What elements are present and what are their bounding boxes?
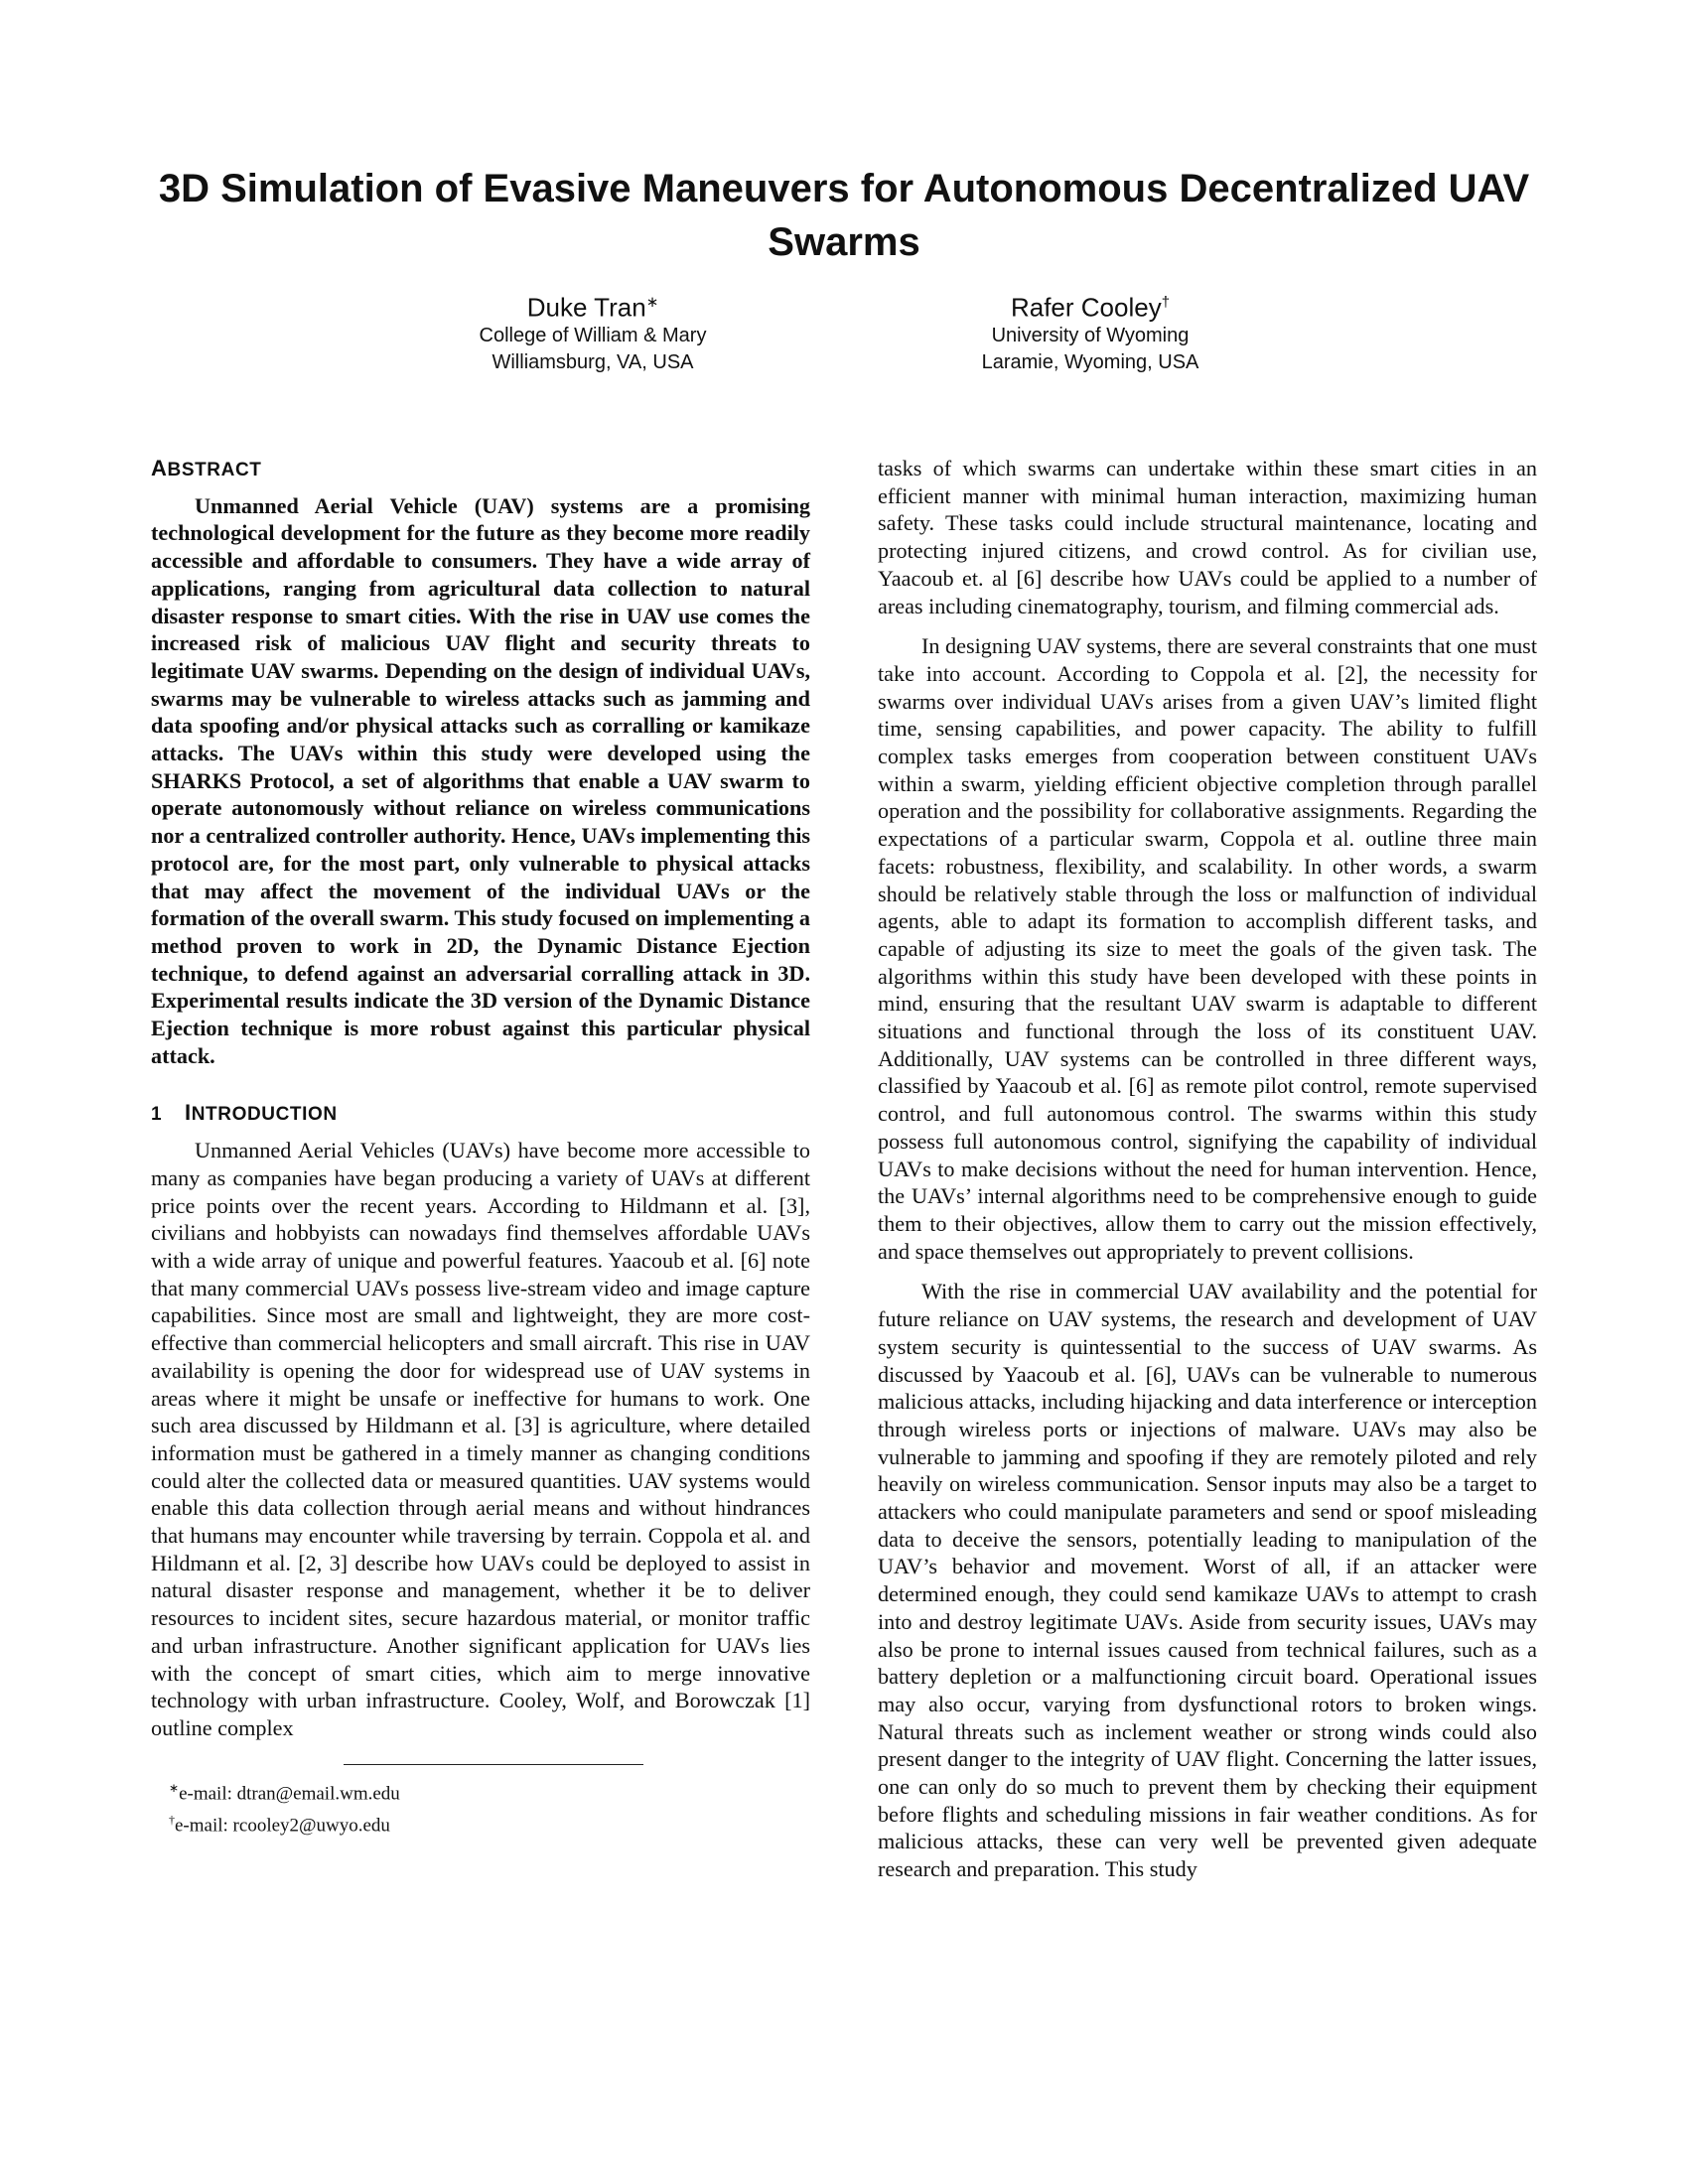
abstract-heading: ABSTRACT [151,456,262,480]
paper-title: 3D Simulation of Evasive Maneuvers for Autonomous Decentralized UAV Swarms [158,167,1530,264]
footnotes [151,1775,810,1840]
author-name: Duke Tran∗ [526,292,659,323]
footnote-mark: ∗ [645,294,659,311]
footnote-rule [344,1764,643,1765]
introduction-paragraph-continued: tasks of which swarms can undertake within these smart cities in an efficient manner with minimal human interaction, maximizing human safety. These tasks could include structural maintenance, locating and protecting injured citizens, and crowd control. As for civilian use, Yaacoub et. al [6] describe how UAVs could be applied to a number of areas including cinematography, tourism, and filming commercial ads. [878,456,1537,618]
footnote-item: †e-mail: rcooley2@uwyo.edu [169,1812,390,1837]
abstract-text: Unmanned Aerial Vehicle (UAV) systems are a promising technological development for the future as they become more readily accessible and affordable to consumers. They have a wide array of applications, ranging from agricultural data collection to natural disaster response to smart cities. With the rise in UAV use comes the increased risk of malicious UAV flight and security threats to legitimate UAV swarms. Depending on the design of individual UAVs, swarms may be vulnerable to wireless attacks such as jamming and data spoofing and/or physical attacks such as corralling or kamikaze attacks. The UAVs within this study were developed using the SHARKS Protocol, a set of algorithms that enable a UAV swarm to operate autonomously without reliance on wireless communications nor a centralized controller authority. Hence, UAVs implementing this protocol are, for the most part, only vulnerable to physical attacks that may affect the movement of the individual UAVs or the formation of the overall swarm. This study focused on implementing a method proven to work in 2D, the Dynamic Distance Ejection technique, to defend against an adversarial corralling attack in 3D. Experimental results indicate the 3D version of the Dynamic Distance Ejection technique is more robust against this particular physical attack. [151,492,810,1068]
section-number: 1 [151,1104,163,1126]
author-block [364,288,821,376]
footnote-mark: † [1161,294,1171,311]
author-affiliation: College of William & Mary [479,324,707,346]
right-column [878,455,1537,1883]
left-column [151,455,810,1839]
introduction-paragraph: With the rise in commercial UAV availability and the potential for future reliance on UAV systems, the research and development of UAV system security is quintessential to the success of UAV swarms. As discussed by Yaacoub et al. [6], UAVs can be vulnerable to numerous malicious attacks, including hijacking and data interference or interception through wireless ports or injections of malware. UAVs may also be vulnerable to jamming and spoofing if they are remotely piloted and rely heavily on wireless communication. Sensor inputs may also be a target to attackers who could manipulate parameters and send or spoof misleading data to deceive the sensors, potentially leading to manipulation of the UAV’s behavior and movement. Worst of all, if an attacker were determined enough, they could send kamikaze UAVs to attempt to crash into and destroy legitimate UAVs. Aside from security issues, UAVs may also be prone to internal issues caused from technical failures, such as a battery depletion or a malfunctioning circuit board. Operational issues may also occur, varying from dysfunctional rotors to broken wings. Natural threats such as inclement weather or strong winds could also present danger to the integrity of UAV flight. Concerning the latter issues, one can only do so much to prevent them by checking their equipment before flights and scheduling missions in fair weather conditions. As for malicious attacks, these can very well be prevented given adequate research and preparation. This study [878,1279,1537,1882]
author-affiliation: University of Wyoming [991,324,1190,346]
introduction-heading: 1 INTRODUCTION [151,1099,810,1129]
author-location: Williamsburg, VA, USA [492,350,694,373]
introduction-paragraph: In designing UAV systems, there are several constraints that one must take into account. According to Coppola et al. [2], the necessity for swarms over individual UAVs arises from a given UAV’s limited flight time, sensing capabilities, and power capacity. The ability to fulfill complex tasks emerges from cooperation between constituent UAVs within a swarm, yielding efficient objective completion through parallel operation and the possibility for collaborative assignments. Regarding the expectations of a particular swarm, Coppola et al. outline three main facets: robustness, flexibility, and scalability. In other words, a swarm should be relatively stable through the loss or malfunction of individual agents, able to adapt its formation to accomplish different tasks, and capable of adjusting its size to meet the goals of the given task. The algorithms within this study have been developed with these points in mind, ensuring that the resultant UAV swarm is adaptable to different situations and functional through the loss of its constituent UAV. Additionally, UAV systems can be controlled in three different ways, classified by Yaacoub et al. [6] as remote pilot control, remote supervised control, and full autonomous control. The swarms within this study possess full autonomous control, signifying the capability of individual UAVs to make decisions without the need for human intervention. Hence, the UAVs’ internal algorithms need to be comprehensive enough to guide them to their objectives, allow them to carry out the mission effectively, and space themselves out appropriately to prevent collisions. [878,633,1537,1264]
author-block [862,288,1319,376]
author-location: Laramie, Wyoming, USA [981,350,1199,373]
footnote-item: ∗e-mail: dtran@email.wm.edu [169,1780,400,1804]
introduction-paragraph: Unmanned Aerial Vehicles (UAVs) have become more accessible to many as companies have began producing a variety of UAVs at different price points over the recent years. According to Hildmann et al. [3], civilians and hobbyists can nowadays find themselves affordable UAVs with a wide array of unique and powerful features. Yaacoub et al. [6] note that many commercial UAVs possess live-stream video and image capture capabilities. Since most are small and lightweight, they are more cost-effective than commercial helicopters and small aircraft. This rise in UAV availability is opening the door for widespread use of UAV systems in areas where it might be unsafe or ineffective for humans to work. One such area discussed by Hildmann et al. [3] is agriculture, where detailed information must be gathered in a timely manner as changing conditions could alter the collected data or measured quantities. UAV systems would enable this data collection through aerial means and without hindrances that humans may encounter while traversing by terrain. Coppola et al. and Hildmann et al. [2, 3] describe how UAVs could be deployed to assist in natural disaster response and management, whether it be to deliver resources to incident sites, secure hazardous material, or monitor traffic and urban infrastructure. Another significant application for UAVs lies with the concept of smart cities, which aim to merge innovative technology with urban infrastructure. Cooley, Wolf, and Borowczak [1] outline complex [151,1138,810,1740]
author-name: Rafer Cooley† [1010,292,1171,323]
